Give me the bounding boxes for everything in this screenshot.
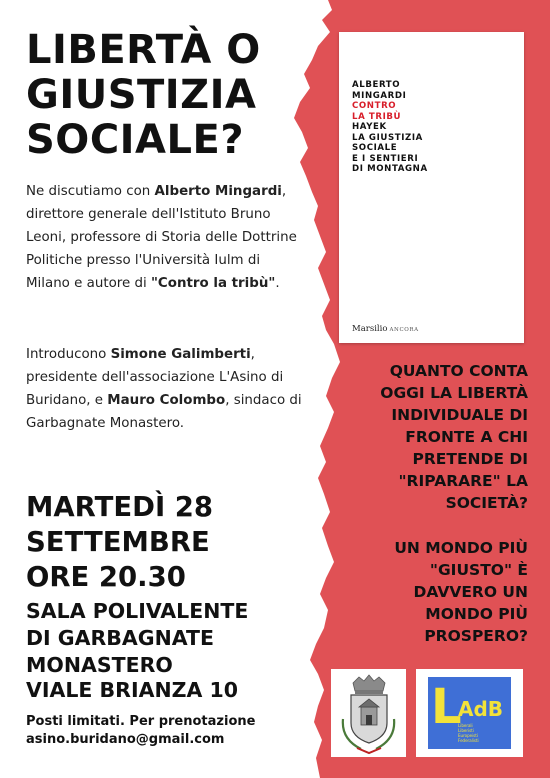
question-liberty: [348, 360, 528, 514]
adb-logo-text: AdB: [458, 697, 504, 721]
question-line: UN MONDO PIÙ: [394, 539, 528, 557]
question-line: DAVVERO UN: [413, 583, 528, 601]
introducer-name: Mauro Colombo: [107, 393, 226, 408]
book-cover: [339, 32, 524, 343]
booking-email[interactable]: asino.buridano@gmail.com: [26, 732, 225, 747]
intro-text: Introducono: [26, 347, 111, 362]
venue-line: MONASTERO: [26, 653, 173, 677]
publisher-series: ANCORA: [389, 327, 419, 333]
booking-text: Posti limitati. Per prenotazione: [26, 714, 256, 729]
question-line: OGGI LA LIBERTÀ: [380, 384, 528, 402]
book-subtitle: LA GIUSTIZIA: [352, 132, 423, 143]
question-line: INDIVIDUALE DI: [391, 406, 528, 424]
book-subtitle: DI MONTAGNA: [352, 164, 428, 174]
introducers-paragraph: [26, 343, 308, 435]
adb-subtitle-line: Liberisti: [458, 728, 474, 733]
intro-text: , direttore generale dell'Istituto Bruno Leoni, professore di Storia delle Dottrine Politiche presso l'Università Iulm di Milano e autore di: [26, 184, 297, 291]
book-author: ALBERTO: [352, 80, 401, 90]
intro-text: .: [275, 276, 280, 291]
book-title-mention: "Contro la tribù": [150, 276, 276, 291]
introducer-name: Simone Galimberti: [110, 347, 251, 362]
municipal-logo: [331, 669, 406, 757]
book-subtitle: SOCIALE: [352, 143, 398, 153]
question-line: FRONTE A CHI: [405, 428, 528, 446]
date-line: SETTEMBRE: [26, 526, 210, 558]
booking-info: [26, 713, 255, 749]
intro-paragraph: [26, 180, 308, 295]
book-subtitle: HAYEK: [352, 122, 387, 132]
page-title: [26, 28, 306, 163]
question-prosperity: [348, 537, 528, 647]
adb-subtitle-line: Federalisti: [458, 738, 479, 743]
speaker-name: Alberto Mingardi: [154, 184, 282, 199]
book-subtitle: E I SENTIERI: [352, 153, 419, 164]
book-author: MINGARDI: [352, 90, 407, 101]
book-title: CONTRO: [352, 101, 397, 111]
adb-logo-badge: [428, 677, 511, 749]
question-line: PRETENDE DI: [412, 450, 528, 468]
question-line: SOCIETÀ?: [445, 494, 528, 512]
adb-logo-letter: L: [431, 679, 462, 735]
question-line: MONDO PIÙ: [425, 605, 528, 623]
event-time: ORE 20.30: [26, 561, 186, 593]
adb-logo: [416, 669, 523, 757]
book-title: LA TRIBÙ: [352, 111, 402, 122]
title-line: GIUSTIZIA: [26, 72, 257, 118]
publisher-name: Marsilio: [352, 324, 388, 334]
event-date: [26, 490, 326, 595]
adb-subtitle-line: Liberali: [458, 723, 473, 728]
question-line: "GIUSTO" È: [429, 561, 528, 579]
adb-subtitle-line: Europeisti: [458, 733, 478, 738]
title-line: SOCIALE?: [26, 117, 245, 163]
question-line: "RIPARARE" LA: [398, 472, 528, 490]
question-line: QUANTO CONTA: [389, 362, 528, 380]
date-line: MARTEDÌ 28: [26, 491, 214, 523]
event-address: VIALE BRIANZA 10: [26, 678, 239, 702]
municipal-crest-icon: [331, 669, 406, 757]
question-line: PROSPERO?: [424, 627, 528, 645]
title-line: LIBERTÀ O: [26, 27, 261, 73]
intro-text: , presidente dell'associazione L'Asino di Buridano, e: [26, 347, 284, 408]
venue-line: SALA POLIVALENTE: [26, 599, 249, 623]
adb-logo-subtitle: [458, 723, 479, 743]
book-publisher: [352, 324, 419, 334]
intro-text: Ne discutiamo con: [26, 184, 155, 199]
venue-line: DI GARBAGNATE: [26, 626, 214, 650]
event-venue: [26, 598, 326, 679]
book-cover-text: [352, 80, 428, 175]
intro-text: , sindaco di Garbagnate Monastero.: [26, 393, 302, 431]
